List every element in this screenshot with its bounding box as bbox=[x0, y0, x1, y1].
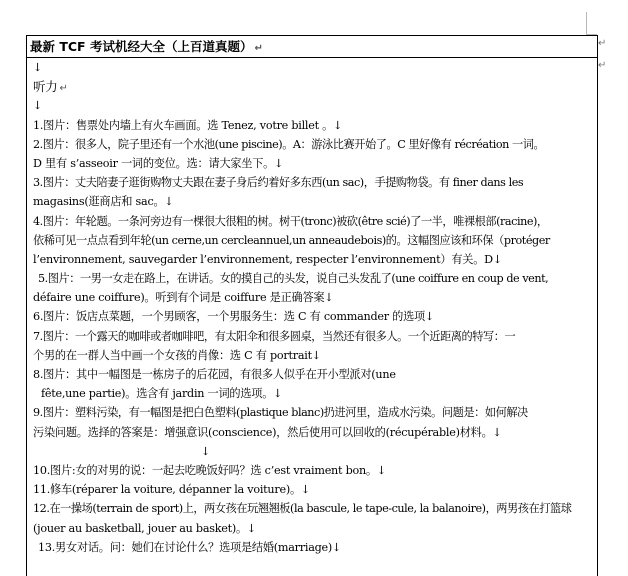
question-line: D 里有 s’asseoir 一词的变位。选：请大家坐下。↓ bbox=[33, 156, 284, 170]
question-line: 9.图片：塑料污染，有一幅图是把白色塑料(plastique blanc)扔进河里，造成水污染。问题是：如何解决 bbox=[33, 406, 528, 420]
empty-paragraph: ↓ bbox=[33, 99, 43, 113]
document-title: 最新 TCF 考试机经大全（上百道真题） bbox=[30, 39, 253, 54]
page-corner-marker bbox=[586, 12, 597, 35]
question-line: magasins(逛商店和 sac。↓ bbox=[33, 195, 174, 209]
question-line: 12.在一操场(terrain de sport)上，两女孩在玩翘翘板(la bascule, le tape-cule, la balanoire)，两男孩在打篮球 bbox=[33, 502, 572, 516]
side-paragraph-mark: ↵ bbox=[598, 60, 607, 71]
question-line: l’environnement, sauvegarder l’environnement, respecter l’environnement）有关。D↓ bbox=[33, 252, 502, 266]
question-line: 个男的在一群人当中画一个女孩的肖像：选 C 有 portrait↓ bbox=[33, 348, 321, 362]
question-line: 污染问题。选择的答案是：增强意识(conscience)，然后使用可以回收的(récupérable)材料。↓ bbox=[33, 425, 502, 439]
empty-paragraph: ↓ bbox=[201, 444, 211, 458]
question-line: 7.图片：一个露天的咖啡或者咖啡吧，有太阳伞和很多圆桌，当然还有很多人。一个近距离的特写：一 bbox=[33, 329, 516, 343]
document-body bbox=[27, 58, 597, 557]
question-line: 13.男女对话。问：她们在讨论什么？选项是结婚(marriage)↓ bbox=[38, 540, 342, 554]
question-line: 5.图片：一男一女走在路上，在讲话。女的摸自己的头发，说自己头发乱了(une coiffure en coup de vent, bbox=[38, 272, 549, 286]
document-table-frame bbox=[26, 35, 598, 576]
question-line: 1.图片：售票处内墙上有火车画面。选 Tenez, votre billet 。↓ bbox=[33, 118, 343, 132]
question-line: 6.图片：饭店点菜题，一个男顾客，一个男服务生：选 C 有 commander 的选项↓ bbox=[33, 310, 435, 324]
question-line: 10.图片:女的对男的说：一起去吃晚饭好吗？选 c’est vraiment bon。↓ bbox=[33, 463, 386, 477]
side-paragraph-mark: ↵ bbox=[598, 38, 607, 49]
question-line: 2.图片：很多人，院子里还有一个水池(une piscine)。A：游泳比赛开始了。C 里好像有 récréation 一词。 bbox=[33, 137, 545, 151]
question-line: 11.修车(réparer la voiture, dépanner la voiture)。↓ bbox=[33, 483, 311, 497]
section-heading: 听力 ↵ bbox=[33, 79, 68, 95]
document-title-row: 最新 TCF 考试机经大全（上百道真题） ↵ bbox=[27, 36, 597, 58]
question-line: 4.图片：年轮题。一条河旁边有一棵很大很粗的树。树干(tronc)被砍(être scié)了一半，唯裸根部(racine)， bbox=[33, 214, 548, 228]
section-heading-text: 听力 bbox=[33, 79, 58, 95]
question-line: défaire une coiffure)。听到有个词是 coiffure 是正确答案↓ bbox=[33, 291, 334, 305]
question-line: 3.图片：丈夫陪妻子逛街购物丈夫跟在妻子身后约着好多东西(un sac)，手提购物袋。有 finer dans les bbox=[33, 176, 524, 190]
question-line: 依稀可见一点点看到年轮(un cerne,un cercleannuel,un anneaudebois)的。这幅图应该和环保（protéger bbox=[33, 233, 550, 247]
question-line: (jouer au basketball, jouer au basket)。↓ bbox=[33, 521, 257, 535]
question-line: 8.图片：其中一幅图是一栋房子的后花园，有很多人似乎在开小型派对(une bbox=[33, 368, 396, 381]
question-line: fête,une partie)。选含有 jardin 一词的选项。↓ bbox=[41, 387, 283, 401]
empty-paragraph: ↓ bbox=[33, 61, 43, 74]
